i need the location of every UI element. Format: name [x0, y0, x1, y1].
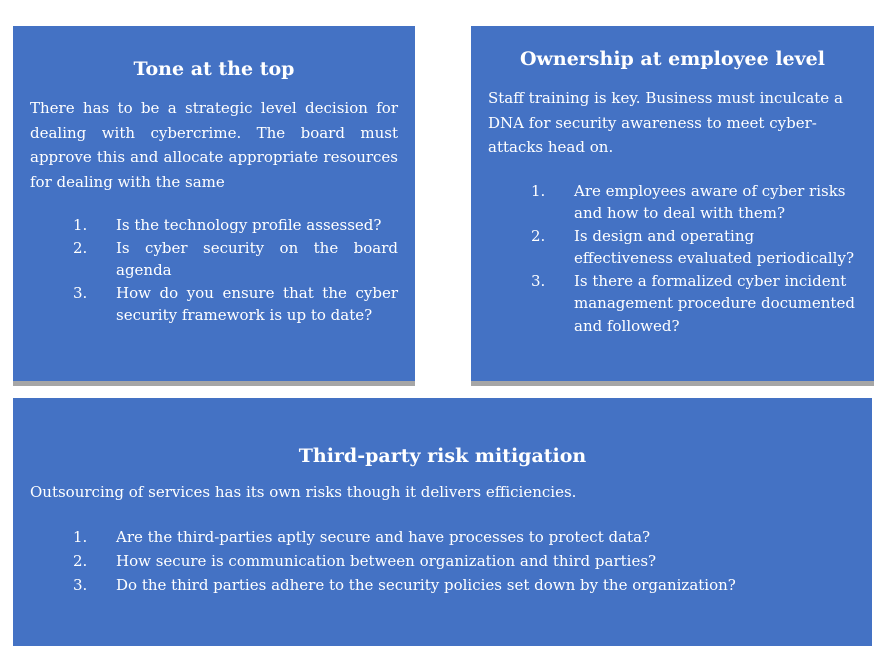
item-number: 3. [73, 283, 88, 302]
question-list [488, 180, 857, 338]
item-number: 2. [73, 238, 88, 257]
item-text: Do the third parties adhere to the security policies set down by the organization? [116, 575, 736, 594]
third-party-panel [13, 398, 872, 646]
list-item [531, 270, 857, 338]
list-item [73, 282, 398, 327]
list-item [73, 525, 855, 549]
item-text: Is there a formalized cyber incident management procedure documented and followed? [574, 271, 855, 335]
item-text: Is design and operating effectiveness evaluated periodically? [574, 226, 854, 267]
item-number: 1. [531, 181, 546, 200]
ownership-panel [471, 26, 874, 381]
question-list [30, 525, 855, 597]
panel-title: Third-party risk mitigation [298, 445, 587, 467]
tone-at-the-top-panel [13, 26, 415, 381]
panel-intro: There has to be a strategic level decision for dealing with cybercrime. The board must approve this and allocate appropriate resources for dealing with the same [30, 99, 398, 191]
item-number: 1. [73, 527, 88, 546]
item-number: 2. [73, 551, 88, 570]
list-item [531, 180, 857, 225]
list-item [531, 225, 857, 270]
item-text: Are employees aware of cyber risks and how to deal with them? [574, 181, 846, 222]
item-text: Is the technology profile assessed? [116, 216, 382, 234]
list-item [73, 214, 398, 237]
item-text: How do you ensure that the cyber security framework is up to date? [116, 283, 398, 324]
list-item [73, 237, 398, 282]
panel-intro: Staff training is key. Business must inculcate a DNA for security awareness to meet cyber-attacks head on. [488, 89, 843, 156]
panel-title: Ownership at employee level [519, 48, 825, 70]
question-list [30, 214, 398, 327]
list-item [73, 549, 855, 573]
item-number: 1. [73, 216, 88, 234]
item-text: Are the third-parties aptly secure and have processes to protect data? [116, 527, 651, 546]
item-number: 3. [73, 575, 88, 594]
item-number: 3. [531, 271, 546, 290]
panel-title: Tone at the top [133, 58, 295, 80]
item-number: 2. [531, 226, 546, 245]
item-text: Is cyber security on the board agenda [116, 238, 398, 279]
panel-intro: Outsourcing of services has its own risks though it delivers efficiencies. [30, 483, 577, 501]
item-text: How secure is communication between organization and third parties? [116, 551, 657, 570]
list-item [73, 573, 855, 597]
